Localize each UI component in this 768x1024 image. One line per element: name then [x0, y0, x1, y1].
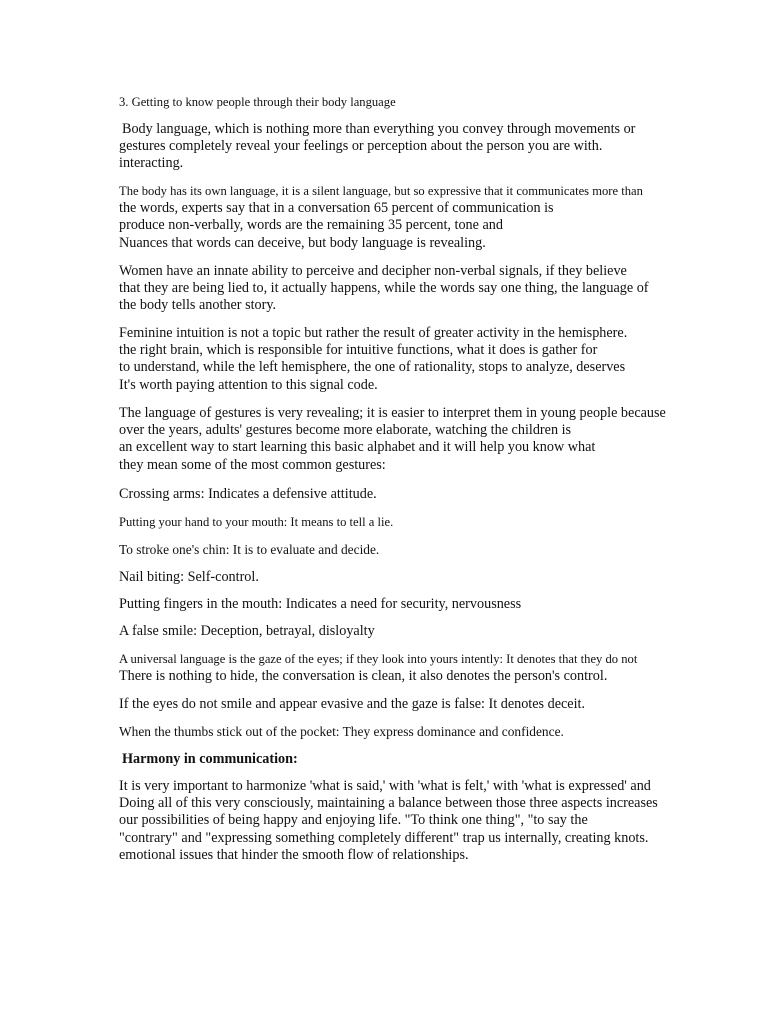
paragraph-line: It's worth paying attention to this signal code.	[119, 376, 378, 393]
gesture-item	[119, 486, 679, 503]
eyes-line	[119, 696, 679, 713]
paragraph-silent-language	[119, 183, 679, 252]
paragraph-line: A universal language is the gaze of the eyes; if they look into yours intently: It denotes that they do not	[119, 652, 638, 666]
harmony-heading-text: Harmony in communication:	[122, 751, 298, 767]
gesture-item	[119, 596, 679, 613]
thumbs-line	[119, 723, 679, 740]
section-heading-text: 3. Getting to know people through their body language	[119, 95, 396, 109]
paragraph-line: to understand, while the left hemisphere, the one of rationality, stops to analyze, deserves	[119, 359, 626, 376]
paragraph-line: the words, experts say that in a conversation 65 percent of communication is	[119, 200, 554, 217]
paragraph-gestures-intro	[119, 405, 679, 474]
paragraph-line: that they are being lied to, it actually happens, while the words say one thing, the language of	[119, 280, 649, 297]
paragraph-line: "contrary" and "expressing something completely different" trap us internally, creating knots.	[119, 829, 649, 846]
thumbs-line-text: When the thumbs stick out of the pocket: They express dominance and confidence.	[119, 724, 564, 739]
paragraph-line: the right brain, which is responsible for intuitive functions, what it does is gather for	[119, 342, 598, 359]
section-heading	[119, 94, 679, 111]
gesture-text: Putting fingers in the mouth: Indicates a need for security, nervousness	[119, 596, 522, 612]
eyes-line-text: If the eyes do not smile and appear evasive and the gaze is false: It denotes deceit.	[119, 696, 586, 712]
paragraph-line: Nuances that words can deceive, but body language is revealing.	[119, 234, 486, 251]
paragraph-line: Doing all of this very consciously, maintaining a balance between those three aspects increases	[119, 795, 658, 812]
paragraph-line: emotional issues that hinder the smooth flow of relationships.	[119, 846, 469, 863]
paragraph-body-language	[119, 121, 679, 173]
paragraph-line: our possibilities of being happy and enjoying life. "To think one thing", "to say the	[119, 812, 588, 829]
paragraph-line: Body language, which is nothing more than everything you convey through movements or	[122, 121, 636, 137]
gesture-text: Crossing arms: Indicates a defensive attitude.	[119, 486, 377, 502]
paragraph-line: over the years, adults' gestures become more elaborate, watching the children is	[119, 422, 572, 439]
paragraph-line: they mean some of the most common gestures:	[119, 456, 386, 473]
gesture-item	[119, 514, 679, 531]
paragraph-line: produce non-verbally, words are the remaining 35 percent, tone and	[119, 217, 503, 234]
paragraph-line: an excellent way to start learning this basic alphabet and it will help you know what	[119, 439, 596, 456]
paragraph-line: There is nothing to hide, the conversation is clean, it also denotes the person's control.	[119, 668, 608, 685]
paragraph-line: the body tells another story.	[119, 297, 277, 314]
paragraph-line: Women have an innate ability to perceive and decipher non-verbal signals, if they believe	[119, 263, 627, 279]
paragraph-women-intuition	[119, 263, 679, 315]
paragraph-line: gestures completely reveal your feelings or perception about the person you are with.	[119, 138, 603, 155]
paragraph-line: interacting.	[119, 155, 184, 172]
gesture-item	[119, 569, 679, 586]
paragraph-feminine-intuition	[119, 325, 679, 394]
paragraph-harmony	[119, 778, 679, 864]
paragraph-gaze	[119, 651, 679, 685]
gesture-text: Putting your hand to your mouth: It means to tell a lie.	[119, 515, 394, 529]
paragraph-line: The body has its own language, it is a silent language, but so expressive that it communicates more than	[119, 184, 643, 198]
paragraph-line: It is very important to harmonize 'what is said,' with 'what is felt,' with 'what is expressed' and	[119, 778, 651, 794]
gesture-item	[119, 623, 679, 640]
gesture-item	[119, 541, 679, 558]
harmony-heading	[119, 751, 679, 768]
gesture-text: To stroke one's chin: It is to evaluate and decide.	[119, 542, 380, 557]
paragraph-line: Feminine intuition is not a topic but rather the result of greater activity in the hemisphere.	[119, 325, 628, 341]
paragraph-line: The language of gestures is very revealing; it is easier to interpret them in young people because	[119, 405, 666, 421]
gesture-text: Nail biting: Self-control.	[119, 569, 259, 585]
gesture-text: A false smile: Deception, betrayal, disloyalty	[119, 623, 375, 639]
